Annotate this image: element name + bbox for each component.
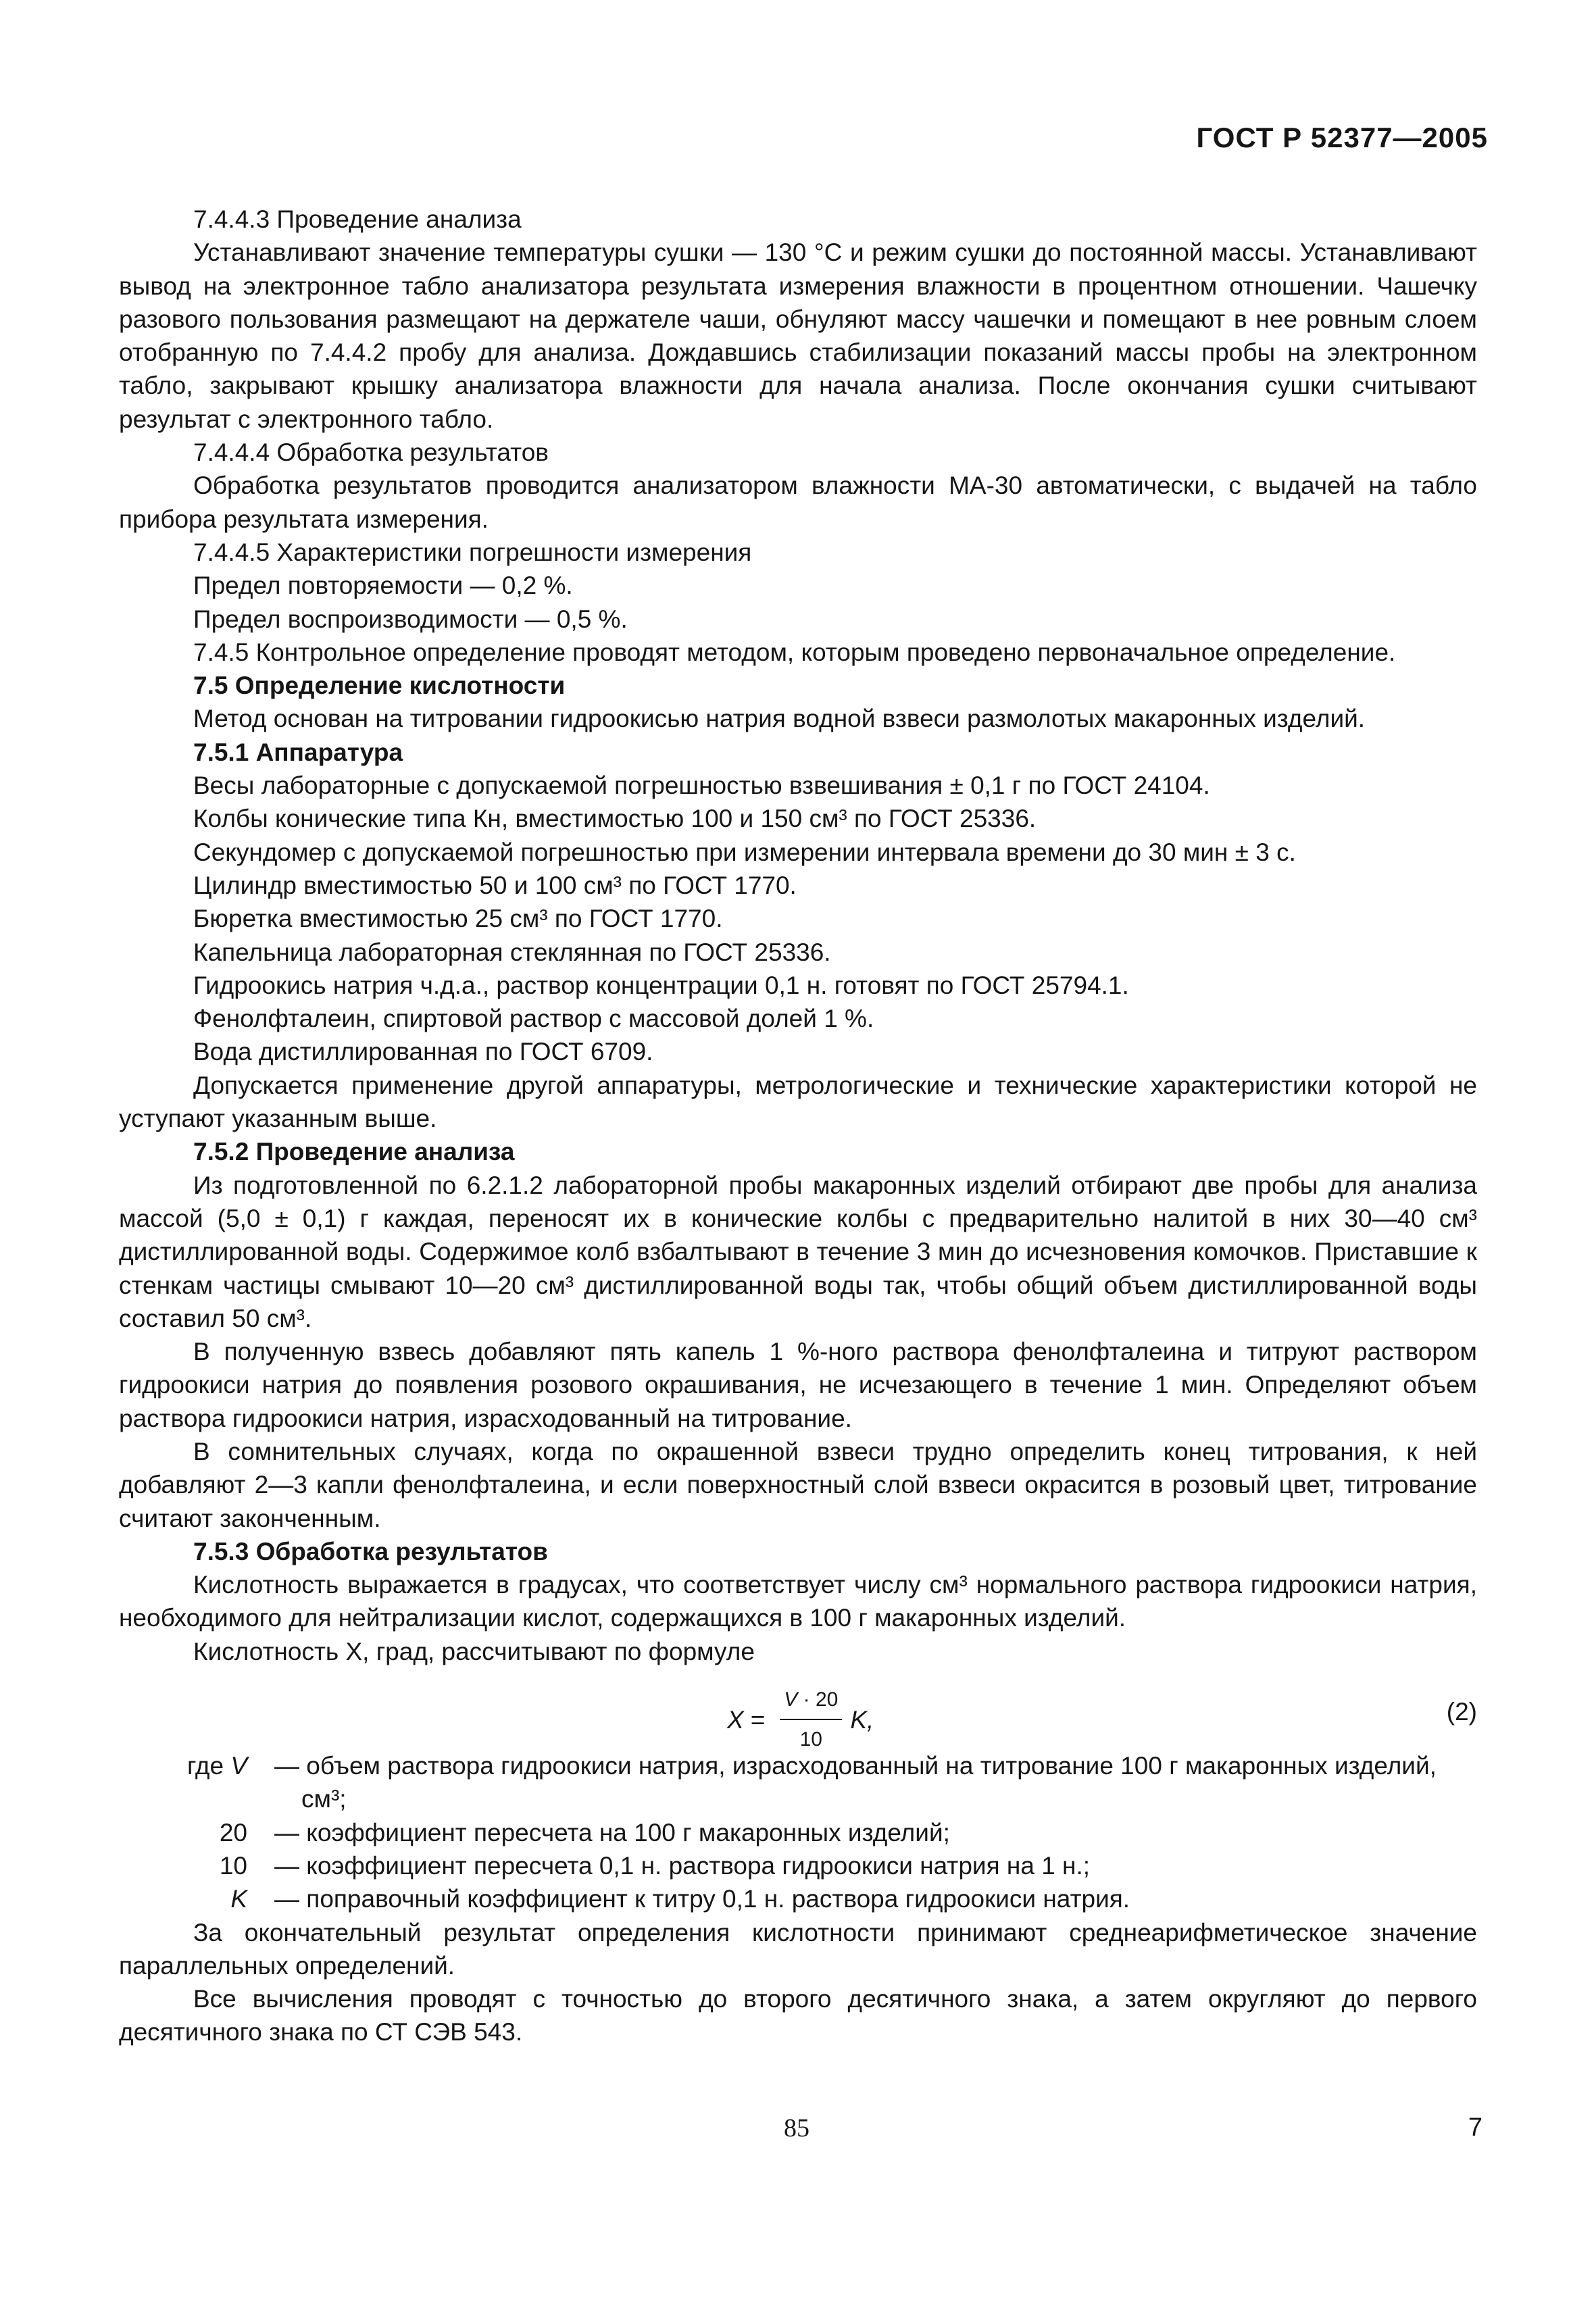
paragraph: Допускается применение другой аппаратуры, метрологические и технические характеристики которой не уступают указанным выше.	[119, 1071, 1477, 1133]
paragraph: Бюретка вместимостью 25 см³ по ГОСТ 1770.	[193, 905, 723, 933]
paragraph: 7.4.4.3 Проведение анализа	[193, 205, 522, 233]
section-heading: 7.5.2 Проведение анализа	[193, 1138, 515, 1166]
formula-equals: =	[750, 1705, 766, 1734]
paragraph: Кислотность выражается в градусах, что соответствует числу см³ нормального раствора гидроокиси натрия, необходимого для нейтрализации кислот, содержащихся в 100 г макаронных изделий.	[119, 1571, 1477, 1632]
paragraph: Вода дистиллированная по ГОСТ 6709.	[193, 1038, 653, 1066]
paragraph: 7.4.5 Контрольное определение проводят методом, которым проведено первоначальное определение.	[193, 638, 1396, 666]
paragraph: В полученную взвесь добавляют пять капель 1 %-ного раствора фенолфталеина и титруют раствором гидроокиси натрия до появления розового окрашивания, не исчезающего в течение 1 мин. Определяют объем раствора гидроокиси натрия, израсходованный на титрование.	[119, 1338, 1477, 1432]
paragraph: В сомнительных случаях, когда по окрашенной взвеси трудно определить конец титрования, к ней добавляют 2—3 капли фенолфталеина, и если поверхностный слой взвеси окрасится в розовый цвет, титрование считают законченным.	[119, 1437, 1477, 1532]
section-heading: 7.5.3 Обработка результатов	[193, 1537, 548, 1565]
legend-symbol-value: 10	[219, 1851, 247, 1880]
page-number-right: 7	[1468, 2113, 1482, 2142]
paragraph: Секундомер с допускаемой погрешностью при измерении интервала времени до 30 мин ± 3 с.	[193, 838, 1296, 866]
paragraph: Метод основан на титровании гидроокисью натрия водной взвеси размолотых макаронных изделий.	[193, 705, 1366, 733]
formula-numerator-rest: · 20	[797, 1688, 839, 1711]
paragraph: Кислотность X, град, рассчитывают по формуле	[193, 1637, 755, 1665]
paragraph: За окончательный результат определения кислотности принимают среднеарифметическое значение параллельных определений.	[119, 1918, 1477, 1980]
legend-row	[119, 1816, 1477, 1849]
section-heading: 7.5 Определение кислотности	[193, 672, 566, 700]
paragraph: Предел повторяемости — 0,2 %.	[193, 572, 573, 600]
paragraphs	[119, 203, 1477, 1668]
paragraph: Весы лабораторные с допускаемой погрешностью взвешивания ± 0,1 г по ГОСТ 24104.	[193, 772, 1210, 800]
legend-symbol	[119, 1849, 247, 1882]
page-number-center: 85	[784, 2114, 809, 2142]
paragraph: Гидроокись натрия ч.д.а., раствор концентрации 0,1 н. готовят по ГОСТ 25794.1.	[193, 971, 1129, 999]
paragraph: Фенолфталеин, спиртовой раствор с массовой долей 1 %.	[193, 1005, 874, 1033]
legend-description: — поправочный коэффициент к титру 0,1 н. раствора гидроокиси натрия.	[274, 1885, 1130, 1913]
formula-expression	[727, 1683, 874, 1757]
legend-symbol-value: K	[230, 1885, 247, 1913]
legend-symbol	[119, 1749, 247, 1782]
formula-number: (2)	[1446, 1698, 1477, 1726]
paragraph: Капельница лабораторная стеклянная по ГОСТ 25336.	[193, 938, 831, 966]
paragraph: 7.4.4.4 Обработка результатов	[193, 438, 549, 467]
paragraph: Предел воспроизводимости — 0,5 %.	[193, 605, 628, 633]
document-code: ГОСТ Р 52377—2005	[1196, 122, 1488, 153]
legend-description: — коэффициент пересчета на 100 г макаронных изделий;	[274, 1818, 950, 1846]
legend-symbol	[119, 1816, 247, 1849]
closing-paragraphs	[119, 1916, 1477, 2049]
paragraph: Из подготовленной по 6.2.1.2 лабораторной пробы макаронных изделий отбирают две пробы для анализа массой (5,0 ± 0,1) г каждая, переносят их в конические колбы с предварительно налитой в них 30—40 см³ дистиллированной воды. Содержимое колб взбалтывают в течение 3 мин до исчезновения комочков. Приставшие к стенкам частицы смывают 10—20 см³ дистиллированной воды так, чтобы общий объем дистиллированной воды составил 50 см³.	[119, 1171, 1477, 1332]
paragraph: Колбы конические типа Кн, вместимостью 100 и 150 см³ по ГОСТ 25336.	[193, 805, 1037, 833]
legend-description: — объем раствора гидроокиси натрия, израсходованный на титрование 100 г макаронных изделий,	[274, 1752, 1437, 1780]
formula-legend	[119, 1749, 1477, 1915]
formula-block	[119, 1668, 1477, 1749]
legend-description: — коэффициент пересчета 0,1 н. раствора гидроокиси натрия на 1 н.;	[274, 1851, 1091, 1880]
formula-denominator: 10	[799, 1728, 822, 1751]
legend-symbol	[119, 1882, 247, 1915]
paragraph: Все вычисления проводят с точностью до второго десятичного знака, а затем округляют до первого десятичного знака по СТ СЭВ 543.	[119, 1985, 1477, 2046]
legend-symbol-value: 20	[219, 1818, 247, 1846]
legend-description-continued: см³;	[301, 1785, 347, 1813]
paragraph: Цилиндр вместимостью 50 и 100 см³ по ГОСТ 1770.	[193, 871, 797, 899]
paragraph: 7.4.4.5 Характеристики погрешности измерения	[193, 538, 752, 566]
formula-lhs: X	[727, 1705, 744, 1734]
legend-prefix: где	[187, 1752, 231, 1780]
legend-row	[119, 1849, 1477, 1882]
legend-symbol-value: V	[230, 1752, 247, 1780]
legend-row	[119, 1882, 1477, 1915]
formula-fraction	[780, 1683, 842, 1757]
paragraph: Обработка результатов проводится анализатором влажности МА-30 автоматически, с выдачей на табло прибора результата измерения.	[119, 472, 1477, 533]
legend-row	[119, 1749, 1477, 1816]
paragraph: Устанавливают значение температуры сушки — 130 °С и режим сушки до постоянной массы. Устанавливают вывод на электронное табло анализатора результата измерения влажности в процентном отношении. Чашечку разового пользования размещают на держателе чаши, обнуляют массу чашечки и помещают в нее ровным слоем отобранную по 7.4.4.2 пробу для анализа. Дождавшись стабилизации показаний массы пробы на электронном табло, закрывают крышку анализатора влажности для начала анализа. После окончания сушки считывают результат с электронного табло.	[119, 238, 1477, 433]
section-heading: 7.5.1 Аппаратура	[193, 738, 403, 766]
formula-numerator-var: V	[784, 1688, 798, 1711]
formula-numerator	[780, 1683, 842, 1720]
document-body	[119, 203, 1477, 2049]
formula-rhs: K,	[850, 1705, 874, 1734]
